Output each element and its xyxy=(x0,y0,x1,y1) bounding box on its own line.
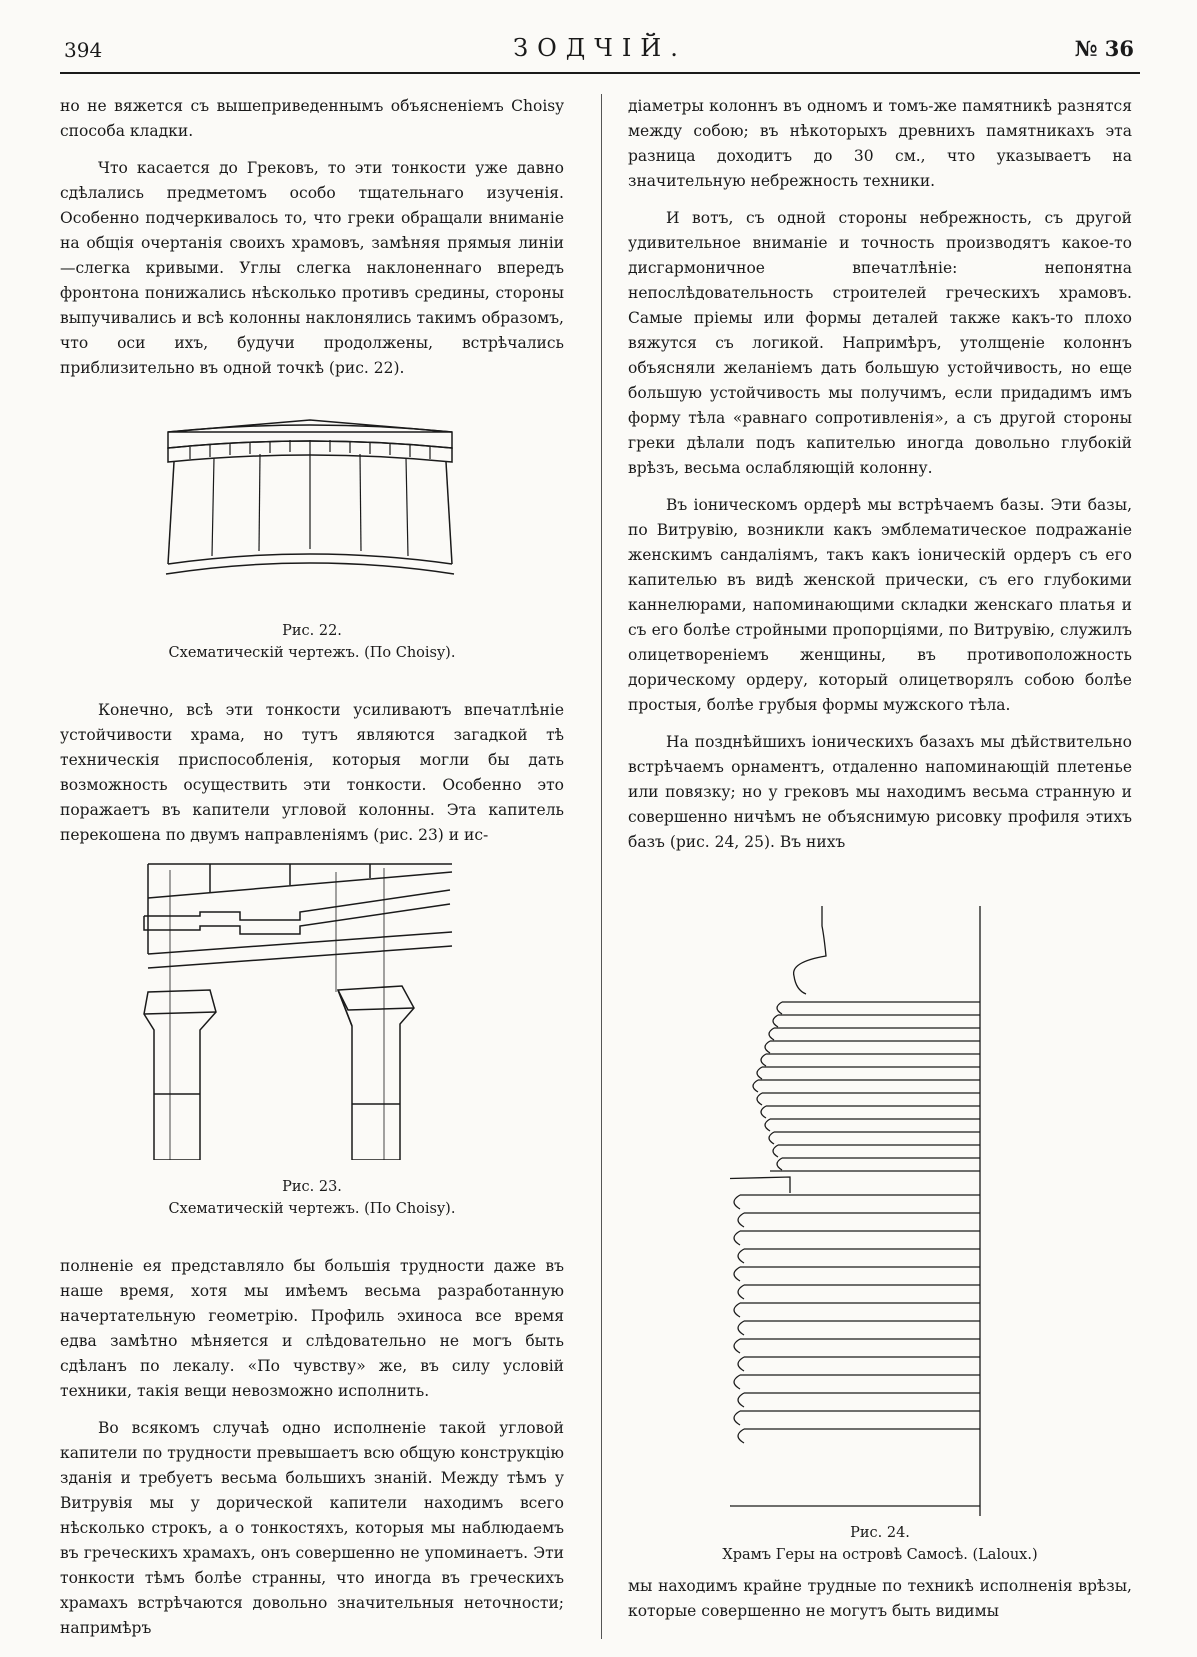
paragraph: Конечно, всѣ эти тонкости усиливаютъ впечатлѣніе устойчивости храма, но тутъ являются загадкой тѣ техническія приспособленія, которыя могли бы дать возможность осуществить эти тонкости. Особенно это поражаетъ въ капители угловой колонны. Эта капитель перекошена по двумъ направленіямъ (рис. 23) и ис- xyxy=(60,701,564,844)
figure-22-label: Рис. 22. xyxy=(282,623,342,639)
figure-23-caption: Схематическій чертежъ. (По Choisy). xyxy=(168,1201,456,1217)
right-column-top xyxy=(628,94,1132,867)
figure-24-label: Рис. 24. xyxy=(850,1525,910,1541)
left-column-top xyxy=(60,94,564,393)
figure-23-caption-block xyxy=(60,1176,564,1220)
figure-23-label: Рис. 23. xyxy=(282,1179,342,1195)
left-column-middle xyxy=(60,698,564,860)
figure-23-capital-drawing xyxy=(140,862,460,1160)
paragraph: діаметры колоннъ въ одномъ и томъ-же памятникѣ разнятся между собою; въ нѣкоторыхъ древнихъ памятникахъ эта разница доходитъ до 30 см., что указываетъ на значительную небрежность техники. xyxy=(628,97,1132,190)
paragraph: Что касается до Грековъ, то эти тонкости уже давно сдѣлались предметомъ особо тщательнаго изученія. Особенно подчеркивалось то, что греки обращали вниманіе на общія очертанія своихъ храмовъ, замѣняя прямыя линіи—слегка кривыми. Углы слегка наклоненнаго впередъ фронтона понижались нѣсколько противъ средины, стороны выпучивались и всѣ колонны наклонялись такимъ образомъ, что оси ихъ, будучи продолжены, встрѣчались приблизительно въ одной точкѣ (рис. 22). xyxy=(60,159,564,377)
paragraph: Во всякомъ случаѣ одно исполненіе такой угловой капители по трудности превышаетъ всю общую конструкцію зданія и требуетъ весьма большихъ знаній. Между тѣмъ у Витрувія мы у дорической капители находимъ всего нѣсколько строкъ, а о тонкостяхъ, которыя мы наблюдаемъ въ греческихъ храмахъ, онъ совершенно не упоминаетъ. Эти тонкости тѣмъ болѣе странны, что иногда въ греческихъ храмахъ встрѣчаются довольно значительныя неточности; напримѣръ xyxy=(60,1419,564,1637)
paragraph: Въ іоническомъ ордерѣ мы встрѣчаемъ базы. Эти базы, по Витрувію, возникли какъ эмблематическое подражаніе женскимъ сандаліямъ, такъ какъ іоническій ордеръ съ его капителью въ видѣ женской прически, съ его глубокими каннелюрами, напоминающими складки женскаго платья и съ его болѣе стройными пропорціями, по Витрувію, служилъ олицетвореніемъ женщины, въ противоположность дорическому ордеру, который олицетворялъ собою болѣе простыя, болѣе грубыя формы мужского тѣла. xyxy=(628,496,1132,714)
left-column-bottom xyxy=(60,1254,564,1653)
paragraph: мы находимъ крайне трудные по техникѣ исполненія врѣзы, которые совершенно не могутъ быть видимы xyxy=(628,1577,1132,1620)
page-number: 394 xyxy=(64,38,103,62)
issue-number: № 36 xyxy=(1074,36,1134,61)
figure-22-caption-block xyxy=(60,620,564,664)
column-divider xyxy=(601,94,602,1639)
paragraph: но не вяжется съ вышеприведеннымъ объясненіемъ Choisy способа кладки. xyxy=(60,97,564,140)
figure-22-caption: Схематическій чертежъ. (По Choisy). xyxy=(168,645,456,661)
header-rule xyxy=(60,72,1140,74)
page-header xyxy=(60,34,1140,70)
paragraph: И вотъ, съ одной стороны небрежность, съ другой удивительное вниманіе и точность производятъ какое-то дисгармоничное впечатлѣніе: непонятна непослѣдовательность строителей греческихъ храмовъ. Самые пріемы или формы деталей также какъ-то плохо вяжутся съ логикой. Напримѣръ, утолщеніе колоннъ объясняли желаніемъ дать большую устойчивость, но еще большую устойчивость мы получимъ, если придадимъ имъ форму тѣла «равнаго сопротивленія», а съ другой стороны греки дѣлали подъ капителью иногда довольно глубокій врѣзъ, весьма ослабляющій колонну. xyxy=(628,209,1132,477)
paragraph: На позднѣйшихъ іоническихъ базахъ мы дѣйствительно встрѣчаемъ орнаментъ, отдаленно напоминающій плетенье или повязку; но у грековъ мы находимъ весьма странную и совершенно ничѣмъ не объяснимую рисовку профиля этихъ базъ (рис. 24, 25). Въ нихъ xyxy=(628,733,1132,851)
right-column-bottom xyxy=(628,1574,1132,1636)
figure-24-caption: Храмъ Геры на островѣ Самосѣ. (Laloux.) xyxy=(722,1547,1038,1563)
figure-24-caption-block xyxy=(628,1522,1132,1566)
figure-24-base-profile-drawing xyxy=(730,906,1050,1516)
figure-22-temple-drawing xyxy=(160,418,460,614)
paragraph: полненіе ея представляло бы большія трудности даже въ наше время, хотя мы имѣемъ весьма разработанную начертательную геометрію. Профиль эхиноса все время едва замѣтно мѣняется и слѣдовательно не могъ быть сдѣланъ по лекалу. «По чувству» же, въ силу условій техники, такія вещи невозможно исполнить. xyxy=(60,1257,564,1400)
journal-title: ЗОДЧІЙ. xyxy=(513,34,687,62)
